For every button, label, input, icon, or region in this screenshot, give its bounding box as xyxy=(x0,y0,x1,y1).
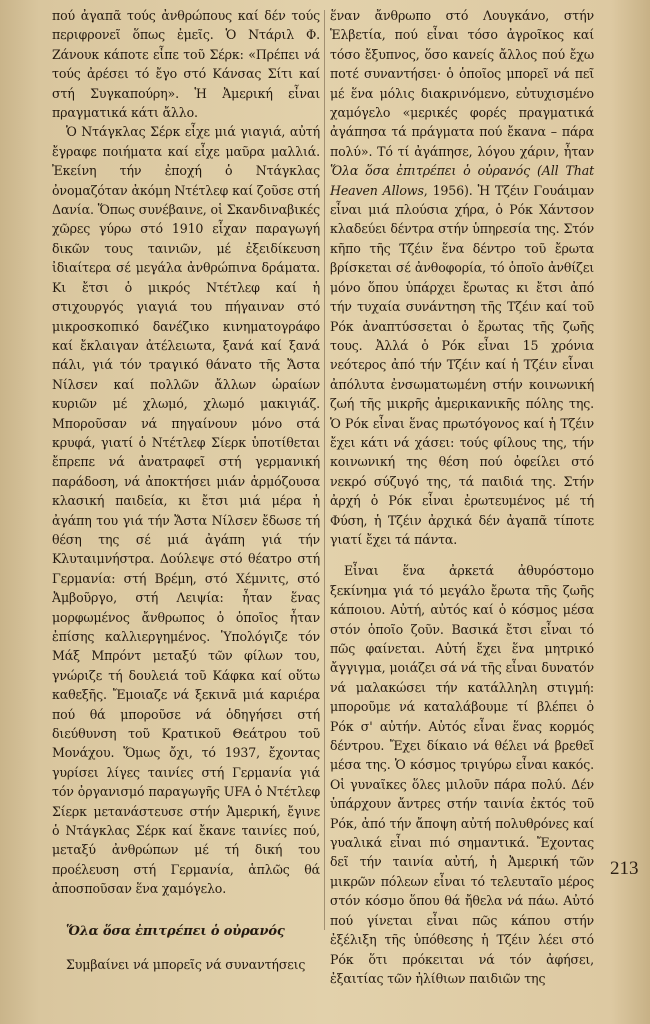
page-number: 213 xyxy=(610,858,639,879)
paragraph-lugano-text-2: , 1956). Ἡ Τζέιν Γουάιμαν εἶναι μιά πλούσια χήρα, ὁ Ρόκ Χάντσον κλαδεύει δέντρα στήν ὑπηρεσία της. Στόν κῆπο τῆς Τζέιν ἕνα δέντρο τοῦ ἔρωτα βρίσκεται σέ ἀνθοφορία, τό ὁποῖο ἀνθίζει μόνο ὅπου ὑπάρχει ἔρωτας κι ἔτσι ἀπό τήν τυχαία συνάντηση τῆς Τζέιν καί τοῦ Ρόκ ἀναπτύσσεται ὁ ἔρωτας τῆς ζωῆς τους. Ἀλλά ὁ Ρόκ εἶναι 15 χρόνια νεότερος ἀπό τήν Τζέιν καί ἡ Τζέιν εἶναι ἀπόλυτα ἐνσωματωμένη στήν κοινωνική ζωή τῆς μικρῆς ἀμερικανικῆς πόλης της. Ὁ Ρόκ εἶναι ἕνας πρωτόγονος καί ἡ Τζέιν ἔχει κάτι νά χάσει: τούς φίλους της, τήν κοινωνική της θέση πού ὀφείλει στό νεκρό σύζυγό της, τά παιδιά της. Στήν ἀρχή ὁ Ρόκ εἶναι ἐρωτευμένος μέ τή Φύση, ἡ Τζέιν ἀρχικά δέν ἀγαπᾶ τίποτε γιατί ἔχει τά πάντα. xyxy=(330,182,595,547)
paragraph-continued: πού ἀγαπᾶ τούς ἀνθρώπους καί δέν τούς περιφρονεῖ ὅπως ἐμεῖς. Ὁ Ντάριλ Φ. Ζάνουκ κάποτε εἶπε τοῦ Σέρκ: «Πρέπει νά τούς ἀρέσει τό ἔγο στό Κάνσας Σίτι καί στή Συγκαπούρη». Ἡ Ἀμερική εἶναι πραγματικά κάτι ἄλλο. xyxy=(52,8,320,121)
film-title-english: (All That Heaven Allows xyxy=(330,163,594,198)
paragraph-love-story: Εἶναι ἕνα ἀρκετά ἀθυρόστομο ξεκίνημα γιά τό μεγάλο ἔρωτα τῆς ζωῆς κάποιου. Αὐτή, αὐτός καί ὁ κόσμος μέσα στόν ὁποῖο ζοῦν. Βασικά ἔτσι εἶναι τό πῶς φαίνεται. Αὐτή ἔχει ἕνα μητρικό ἄγγιγμα, μοιάζει σά νά τῆς εἶναι δυνατόν νά μαλακώσει τήν κατάλληλη στιγμή: μποροῦμε νά καταλάβουμε τί βλέπει ὁ Ρόκ σ' αὐτήν. Αὐτός εἶναι ἕνας κορμός δέντρου. Ἔχει δίκαιο νά θέλει νά βρεθεῖ μέσα της. Ὁ κόσμος τριγύρω εἶναι κακός. Οἱ γυναῖκες ὅλες μιλοῦν πάρα πολύ. Δέν ὑπάρχουν ἄντρες στήν ταινία ἐκτός τοῦ Ρόκ, ἀπό τήν ἄποψη αὐτή πολυθρόνες καί γυαλικά εἶναι πιό σημαντικά. Ἔχοντας δεῖ τήν ταινία αὐτή, ἡ Ἀμερική τῶν μικρῶν πόλεων εἶναι τό τελευταῖο μέρος στόν κόσμο ὅπου θά ἤθελα νά πάω. Αὐτό πού γίνεται εἶναι πῶς κάπου στήν ἐξέλιξη τῆς ὑπόθεσης ἡ Τζέιν λέει στό Ρόκ ὅτι πρόκειται νά τόν ἀφήσει, ἐξαιτίας τῶν ἠλίθιων παιδιῶν της xyxy=(330,563,594,986)
paragraph-lugano xyxy=(330,6,594,549)
paragraph-section-opening: Συμβαίνει νά μπορεῖς νά συναντήσεις xyxy=(66,956,306,972)
section-heading: Ὅλα ὅσα ἐπιτρέπει ὁ οὐρανός xyxy=(66,923,285,939)
right-column xyxy=(330,6,594,988)
column-divider xyxy=(324,10,325,930)
paragraph-sirk-grandmother: Ὁ Ντάγκλας Σέρκ εἶχε μιά γιαγιά, αὐτή ἔγραφε ποιήματα καί εἶχε μαῦρα μαλλιά. Ἐκείνη τήν ἐποχή ὁ Ντάγκλας ὀνομαζόταν ἀκόμη Ντέτλεφ καί ζοῦσε στή Δανία. Ὅπως συνέβαινε, οἱ Σκανδιναβικές χῶρες γύρω στό 1910 εἶχαν παραγωγή δικῶν τους ταινιῶν, μέ ἐξειδίκευση ἰδιαίτερα σέ μεγάλα ἀνθρώπινα δράματα. Κι ἔτσι ὁ μικρός Ντέτλεφ καί ἡ στιχουργός γιαγιά του πήγαιναν στό μικροσκοπικό δανέζικο κινηματογράφο καί ἔκλαιγαν ἀτέλειωτα, ξανά καί ξανά πάλι, γιά τόν τραγικό θάνατο τῆς Ἄστα Νίλσεν καί πολλῶν ἄλλων ὡραίων κυριῶν μέ χλωμό, χλωμό μακιγιάζ. Μποροῦσαν νά πηγαίνουν μόνο στά κρυφά, γιατί ὁ Ντέτλεφ Σίερκ ὑποτίθεται ἔπρεπε νά ἀνατραφεῖ στή γερμανική παράδοση, νά ἀποκτήσει μιάν ἁρμόζουσα κλασική παιδεία, κι ἔτσι μιά μέρα ἡ ἀγάπη του γιά τήν Ἄστα Νίλσεν ἔδωσε τή θέση της σέ μιά ἀγάπη γιά τήν Κλυταιμνήστρα. Δούλεψε στό θέατρο στή Γερμανία: στή Βρέμη, στό Χέμνιτς, στό Ἀμβοῦργο, στή Λειψία: ἦταν ἕνας μορφωμένος ἄνθρωπος ὁ ὁποῖος ἦταν ἐπίσης καλλιεργημένος. Ὑπολόγιζε τόν Μάξ Μπρόντ μεταξύ τῶν φίλων του, γνώριζε τή δουλειά τοῦ Κάφκα καί οὕτω καθεξῆς. Ἔμοιαζε νά ξεκινᾶ μιά καριέρα πού θά μποροῦσε νά ὁδηγήσει στή διεύθυνση τοῦ Κρατικοῦ Θεάτρου τοῦ Μονάχου. Ὅμως ὄχι, τό 1937, ἔχοντας γυρίσει λίγες ταινίες στή Γερμανία γιά τόν ὀργανισμό παραγωγῆς UFA ὁ Ντέτλεφ Σίερκ μετανάστευσε στήν Ἀμερική, ἔγινε ὁ Ντάγκλας Σέρκ καί ἔκανε ταινίες πού, μεταξύ ἀνθρώπων μέ τή δική του προέλευση στή Γερμανία, ἁπλῶς θά ἀποσποῦσαν ἕνα χαμόγελο. xyxy=(52,124,320,897)
paragraph-lugano-text-1: ἕναν ἄνθρωπο στό Λουγκάνο, στήν Ἑλβετία, πού εἶναι τόσο ἀγροῖκος καί τόσο ἔξυπνος, ὅσο κανείς ἄλλος πού ἔχω ποτέ συναντήσει· ὁ ὁποῖος μπορεῖ νά πεῖ μέ ἕνα μόλις διακρινόμενο, εὐτυχισμένο χαμόγελο «μερικές φορές πραγματικά ἀγάπησα τά πράγματα πού ἔκανα – πάρα πολύ». Τό τί ἀγάπησε, λόγου χάριν, ἦταν xyxy=(330,8,594,159)
left-column xyxy=(52,6,320,974)
film-title-greek: Ὅλα ὅσα ἐπιτρέπει ὁ οὐρανός xyxy=(330,163,531,179)
